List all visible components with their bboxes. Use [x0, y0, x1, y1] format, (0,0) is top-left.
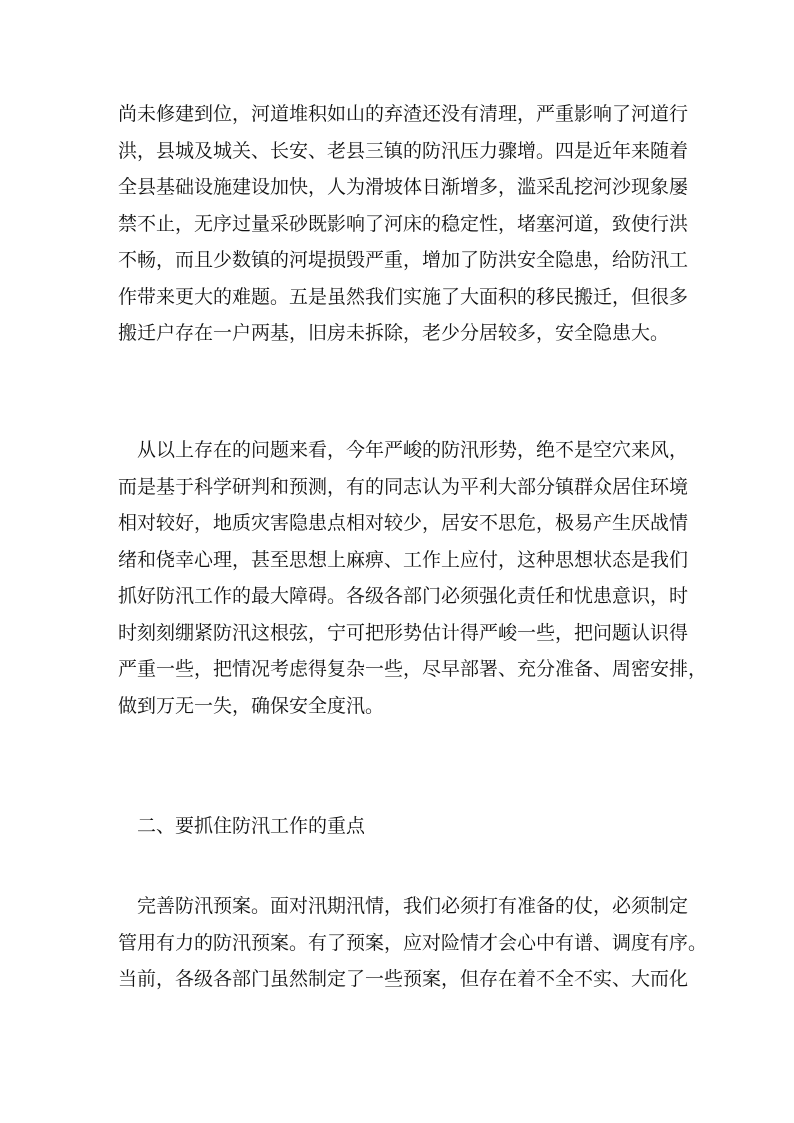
paragraph-line: 做到万无一失，确保安全度汛。	[118, 694, 385, 717]
paragraph-line: 从以上存在的问题来看，今年严峻的防汛形势，绝不是空穴来风，	[137, 439, 689, 461]
paragraph-2	[118, 432, 708, 724]
paragraph-line: 禁不止，无序过量采砂既影响了河床的稳定性，堵塞河道，致使行洪	[118, 212, 689, 235]
paragraph-line: 相对较好，地质灾害隐患点相对较少，居安不思危，极易产生厌战情	[118, 512, 689, 534]
paragraph-line: 而是基于科学研判和预测，有的同志认为平利大部分镇群众居住环境	[118, 475, 689, 498]
paragraph-1	[118, 96, 689, 352]
paragraph-line: 作带来更大的难题。五是虽然我们实施了大面积的移民搬迁，但很多	[118, 285, 689, 308]
section-heading	[118, 808, 684, 845]
paragraph-line: 抓好防汛工作的最大障碍。各级各部门必须强化责任和忧患意识，时	[118, 585, 689, 607]
paragraph-line: 严重一些，把情况考虑得复杂一些，尽早部署、充分准备、周密安排，	[118, 658, 708, 680]
paragraph-line: 当前，各级各部门虽然制定了一些预案，但存在着不全不实、大而化	[118, 968, 689, 990]
paragraph-line: 时刻刻绷紧防汛这根弦，宁可把形势估计得严峻一些，把问题认识得	[118, 621, 689, 644]
paragraph-line: 绪和侥幸心理，甚至思想上麻痹、工作上应付，这种思想状态是我们	[118, 548, 689, 571]
paragraph-line: 洪，县城及城关、长安、老县三镇的防汛压力骤增。四是近年来随着	[118, 139, 689, 162]
paragraph-line: 尚未修建到位，河道堆积如山的弃渣还没有清理，严重影响了河道行	[118, 103, 689, 125]
paragraph-3	[118, 888, 708, 998]
paragraph-line: 不畅，而且少数镇的河堤损毁严重，增加了防洪安全隐患，给防汛工	[118, 249, 689, 271]
paragraph-line: 管用有力的防汛预案。有了预案，应对险情才会心中有谱、调度有序。	[118, 931, 708, 954]
paragraph-line: 全县基础设施建设加快，人为滑坡体日渐增多，滥采乱挖河沙现象屡	[118, 176, 689, 198]
heading-text: 二、要抓住防汛工作的重点	[137, 815, 366, 837]
paragraph-line: 完善防汛预案。面对汛期汛情，我们必须打有准备的仗，必须制定	[137, 895, 689, 917]
paragraph-line: 搬迁户存在一户两基，旧房未拆除，老少分居较多，安全隐患大。	[118, 322, 670, 344]
